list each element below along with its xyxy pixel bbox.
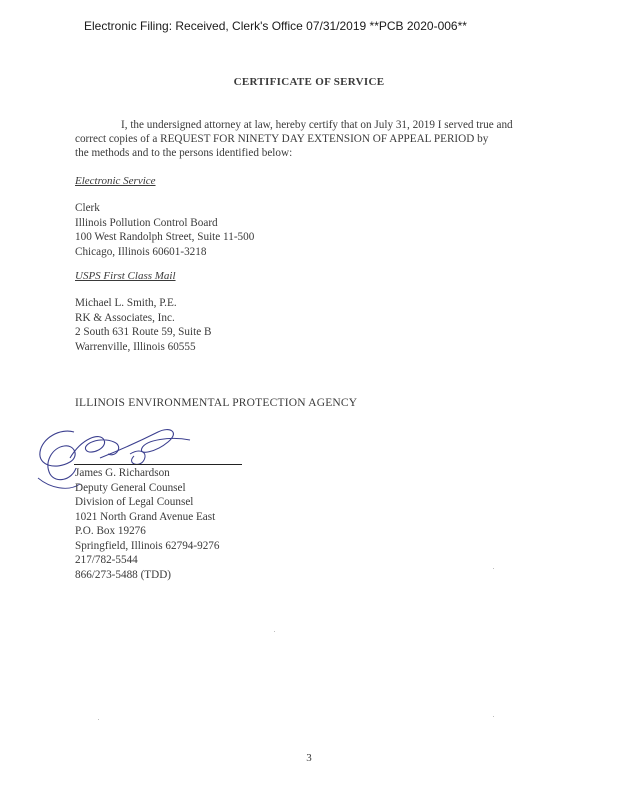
address-line: Chicago, Illinois 60601-3218 [75,245,207,258]
address-line: 2 South 631 Route 59, Suite B [75,326,212,338]
scan-speck [98,719,99,720]
signer-city: Springfield, Illinois 62794-9276 [75,539,220,552]
paragraph-line: the methods and to the persons identified below: [75,147,293,159]
page-title: CERTIFICATE OF SERVICE [233,76,385,88]
signer-phone: 217/782-5544 [75,554,138,566]
scan-speck [493,716,494,717]
signer-address: 1021 North Grand Avenue East [75,510,216,523]
signer-division: Division of Legal Counsel [75,496,194,508]
address-line: Michael L. Smith, P.E. [75,297,177,309]
paragraph-line: I, the undersigned attorney at law, hereby certify that on July 31, 2019 I served true and [121,119,513,131]
address-line: RK & Associates, Inc. [75,311,175,324]
signer-name: James G. Richardson [75,467,170,479]
signer-block [75,466,220,582]
signer-tdd: 866/273-5488 (TDD) [75,568,172,581]
certification-paragraph [75,118,555,160]
electronic-service-address [75,201,254,259]
address-line: Illinois Pollution Control Board [75,216,218,229]
paragraph-line: correct copies of a REQUEST FOR NINETY DAY EXTENSION OF APPEAL PERIOD by [75,133,489,145]
signer-title: Deputy General Counsel [75,481,186,494]
usps-mail-heading: USPS First Class Mail [75,270,176,282]
scan-speck [274,631,275,632]
address-line: Clerk [75,202,100,214]
agency-name: ILLINOIS ENVIRONMENTAL PROTECTION AGENCY [75,397,358,409]
signature-line [74,464,242,465]
electronic-service-heading: Electronic Service [75,175,156,187]
scan-speck [493,568,494,569]
signer-po-box: P.O. Box 19276 [75,525,146,537]
page-number: 3 [306,752,312,764]
address-line: Warrenville, Illinois 60555 [75,340,196,353]
usps-mail-address [75,296,211,354]
filing-stamp: Electronic Filing: Received, Clerk's Office 07/31/2019 **PCB 2020-006** [84,19,467,33]
address-line: 100 West Randolph Street, Suite 11-500 [75,231,255,243]
